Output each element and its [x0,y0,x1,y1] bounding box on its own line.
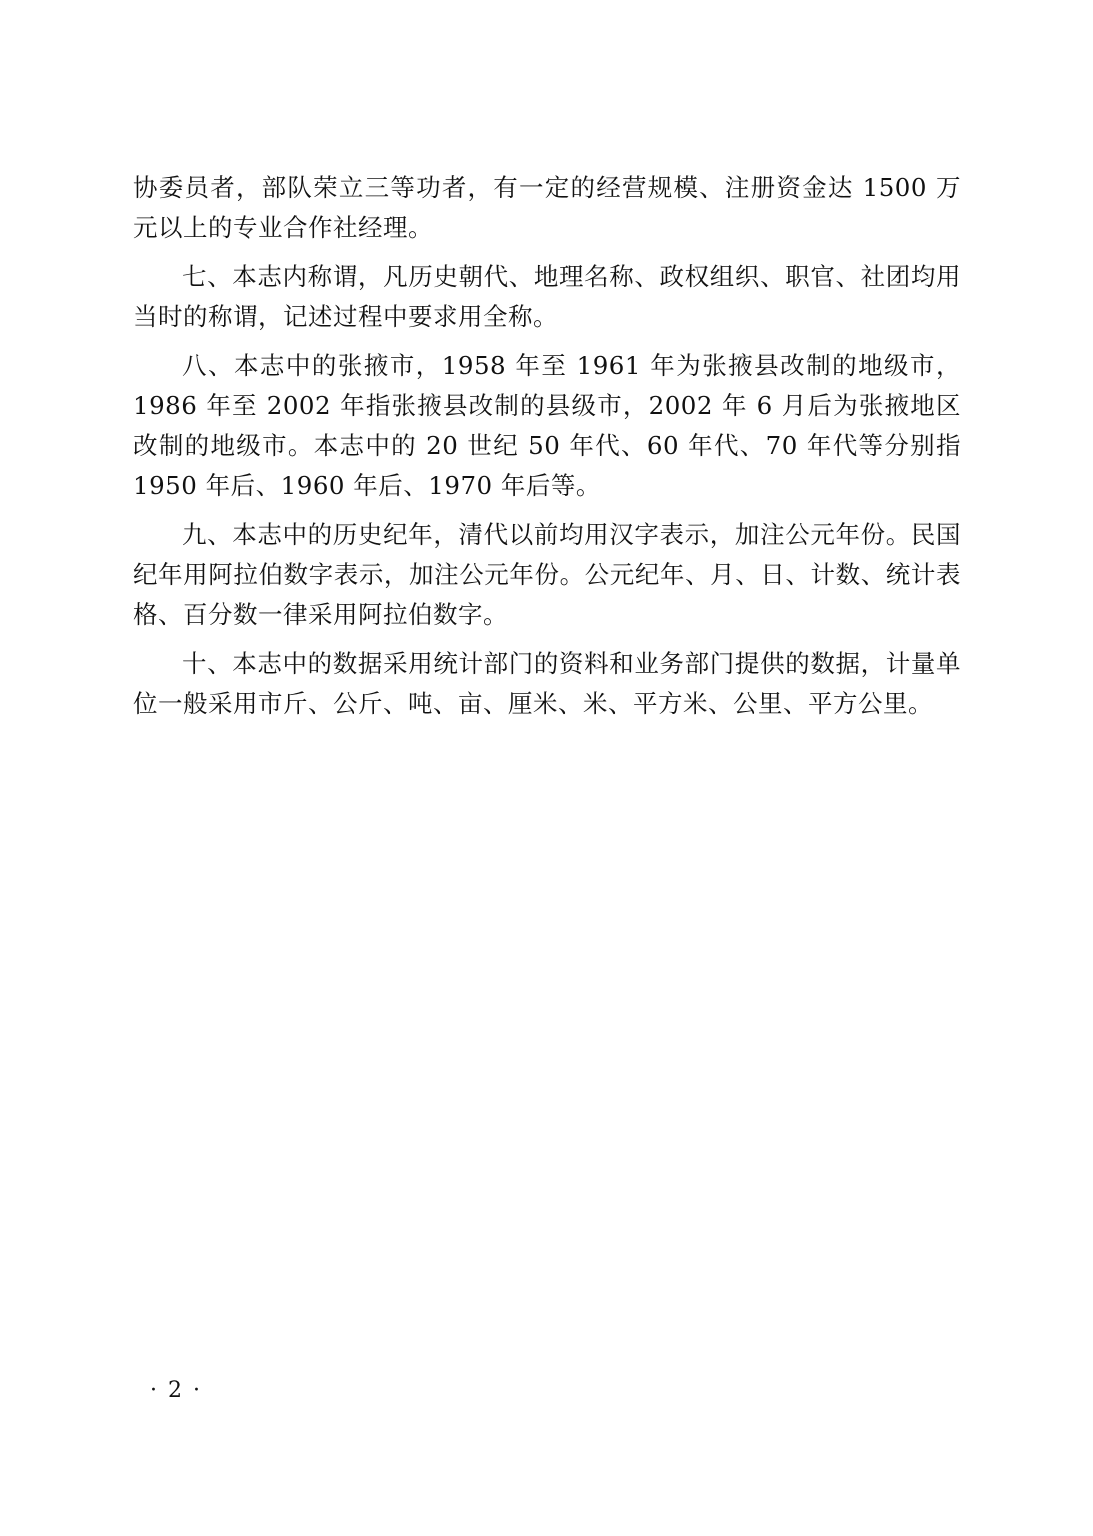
page-number: · 2 · [150,1378,202,1403]
page-body [133,168,961,724]
paragraph-item-8: 八、本志中的张掖市，1958 年至 1961 年为张掖县改制的地级市，1986 年至 2002 年指张掖县改制的县级市，2002 年 6 月后为张掖地区改制的地级市。本志中的 20 世纪 50 年代、60 年代、70 年代等分别指 1950 年后、1960 年后、1970 年后等。 [133,351,961,500]
paragraph-item-10: 十、本志中的数据采用统计部门的资料和业务部门提供的数据，计量单位一般采用市斤、公斤、吨、亩、厘米、米、平方米、公里、平方公里。 [133,649,961,718]
paragraph-item-7: 七、本志内称谓，凡历史朝代、地理名称、政权组织、职官、社团均用当时的称谓，记述过程中要求用全称。 [133,262,961,331]
paragraph-continuation: 协委员者，部队荣立三等功者，有一定的经营规模、注册资金达 1500 万元以上的专业合作社经理。 [133,173,961,242]
paragraph-item-9: 九、本志中的历史纪年，清代以前均用汉字表示，加注公元年份。民国纪年用阿拉伯数字表示，加注公元年份。公元纪年、月、日、计数、统计表格、百分数一律采用阿拉伯数字。 [133,520,961,629]
